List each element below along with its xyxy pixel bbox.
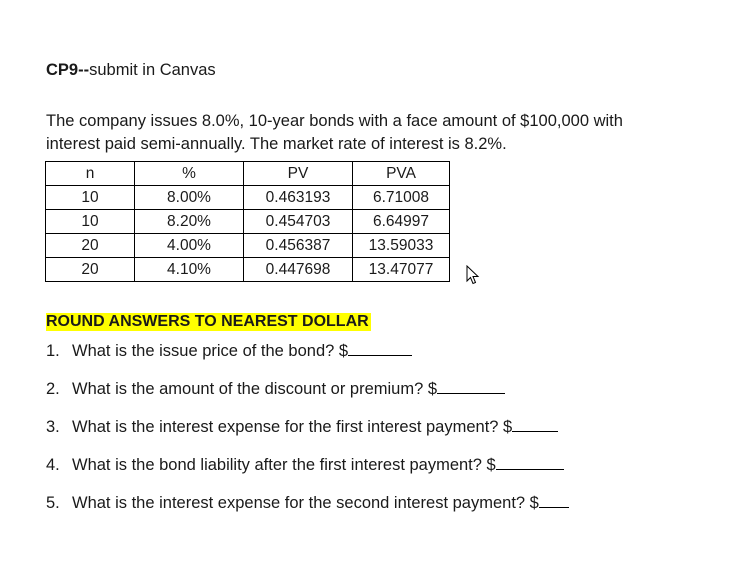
question-text: What is the interest expense for the first interest payment? $ <box>72 418 513 436</box>
question-text: What is the issue price of the bond? $ <box>72 342 349 360</box>
table-row <box>46 210 450 234</box>
list-item <box>46 340 569 378</box>
table-row <box>46 186 450 210</box>
present-value-table <box>45 161 450 282</box>
list-item <box>46 454 569 492</box>
cell-pv: 0.447698 <box>244 258 353 282</box>
mouse-pointer-icon <box>466 265 480 290</box>
cell-n: 20 <box>46 258 135 282</box>
cell-pva: 13.59033 <box>353 234 450 258</box>
answer-blank[interactable] <box>539 492 569 508</box>
cell-n: 20 <box>46 234 135 258</box>
question-number: 3. <box>46 418 60 436</box>
cell-pv: 0.463193 <box>244 186 353 210</box>
answer-blank[interactable] <box>496 454 564 470</box>
heading-bold: CP9-- <box>46 61 90 79</box>
header-rate: % <box>135 162 244 186</box>
rounding-notice: ROUND ANSWERS TO NEAREST DOLLAR <box>46 313 369 330</box>
cell-pva: 6.64997 <box>353 210 450 234</box>
list-item <box>46 416 569 454</box>
cell-pv: 0.456387 <box>244 234 353 258</box>
intro-line-2: interest paid semi-annually. The market rate of interest is 8.2%. <box>46 135 507 153</box>
cell-rate: 4.10% <box>135 258 244 282</box>
cell-pva: 6.71008 <box>353 186 450 210</box>
heading-rest: submit in Canvas <box>89 61 216 79</box>
list-item <box>46 378 569 416</box>
table-header-row <box>46 162 450 186</box>
question-text: What is the interest expense for the second interest payment? $ <box>72 494 539 512</box>
answer-blank[interactable] <box>512 416 558 432</box>
question-list <box>46 340 569 530</box>
question-text: What is the amount of the discount or premium? $ <box>72 380 438 398</box>
question-number: 2. <box>46 380 60 398</box>
answer-blank[interactable] <box>348 340 412 356</box>
intro-line-1: The company issues 8.0%, 10-year bonds with a face amount of $100,000 with <box>46 112 623 130</box>
question-number: 4. <box>46 456 60 474</box>
answer-blank[interactable] <box>437 378 505 394</box>
question-number: 5. <box>46 494 60 512</box>
header-pva: PVA <box>353 162 450 186</box>
question-text: What is the bond liability after the first interest payment? $ <box>72 456 496 474</box>
cell-pv: 0.454703 <box>244 210 353 234</box>
table-row <box>46 258 450 282</box>
cell-pva: 13.47077 <box>353 258 450 282</box>
assignment-heading <box>46 61 216 80</box>
problem-statement <box>46 110 726 156</box>
cell-n: 10 <box>46 186 135 210</box>
cell-n: 10 <box>46 210 135 234</box>
header-pv: PV <box>244 162 353 186</box>
cell-rate: 4.00% <box>135 234 244 258</box>
question-number: 1. <box>46 342 60 360</box>
cell-rate: 8.00% <box>135 186 244 210</box>
cell-rate: 8.20% <box>135 210 244 234</box>
header-n: n <box>46 162 135 186</box>
list-item <box>46 492 569 530</box>
table-row <box>46 234 450 258</box>
